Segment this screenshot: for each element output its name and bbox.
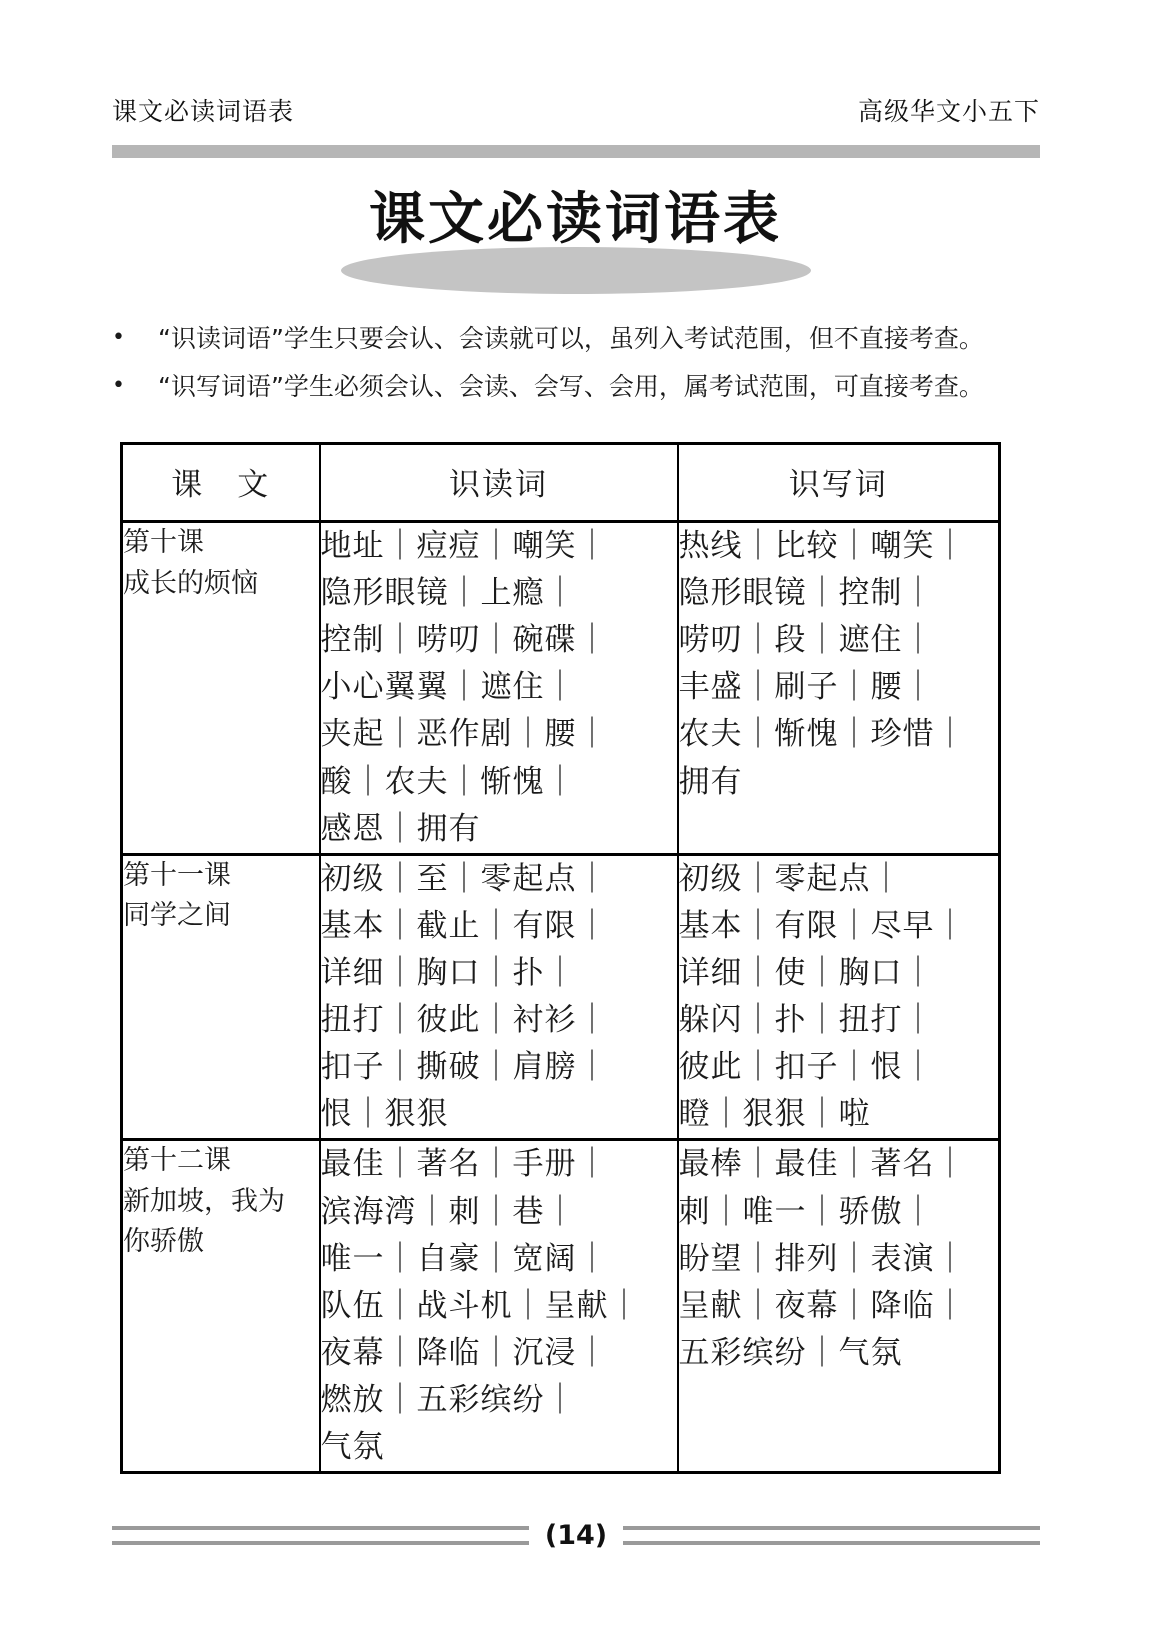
word-line: 最佳｜著名｜手册｜ [320,1146,609,1183]
word-line: 恨｜狠狠 [320,1096,449,1133]
lesson-line: 第十一课 [123,859,231,891]
word-line: 基本｜截止｜有限｜ [320,907,609,944]
word-line: 隐形眼镜｜控制｜ [678,575,935,612]
table-header [122,444,1000,522]
word-line: 感恩｜拥有 [320,810,481,847]
column-header-read-words: 识读词 [320,444,678,522]
word-line: 燃放｜五彩缤纷｜ [320,1381,577,1418]
word-line: 队伍｜战斗机｜呈献｜ [320,1287,641,1324]
table-header-row [122,444,1000,522]
note-item [112,322,1042,356]
running-header-left: 课文必读词语表 [112,97,295,126]
note-text: “识读词语”学生只要会认、会读就可以，虽列入考试范围，但不直接考查。 [158,324,984,353]
word-line: 详细｜使｜胸口｜ [678,954,935,991]
word-line: 夹起｜恶作剧｜腰｜ [320,716,609,753]
word-line: 躲闪｜扑｜扭打｜ [678,1002,935,1039]
bullet-icon: • [112,372,125,398]
note-item [112,370,1042,404]
lesson-line: 第十二课 [123,1145,231,1177]
footer-rule-left [112,1526,529,1545]
word-line: 彼此｜扣子｜恨｜ [678,1049,935,1086]
running-header [112,92,1040,128]
word-line: 详细｜胸口｜扑｜ [320,954,577,991]
read-words-cell [320,1140,678,1473]
running-header-right: 高级华文小五下 [857,97,1040,126]
word-line: 农夫｜惭愧｜珍惜｜ [678,716,967,753]
page-title-block [0,185,1151,295]
word-line: 隐形眼镜｜上瘾｜ [320,575,577,612]
word-table-wrapper [120,442,998,1474]
word-line: 呈献｜夜幕｜降临｜ [678,1287,967,1324]
word-line: 气氛 [320,1429,385,1466]
column-header-lesson: 课 文 [122,444,320,522]
write-words-cell [678,854,1000,1140]
word-line: 最棒｜最佳｜著名｜ [678,1146,967,1183]
word-line: 初级｜零起点｜ [678,860,903,897]
word-line: 基本｜有限｜尽早｜ [678,907,967,944]
lesson-line: 成长的烦恼 [123,567,258,599]
word-line: 瞪｜狠狠｜啦 [678,1096,871,1133]
word-line: 夜幕｜降临｜沉浸｜ [320,1334,609,1371]
word-line: 酸｜农夫｜惭愧｜ [320,763,577,800]
footer-rule-right [623,1526,1040,1545]
word-line: 地址｜痘痘｜嘲笑｜ [320,528,609,564]
word-line: 丰盛｜刷子｜腰｜ [678,669,935,706]
lesson-line: 同学之间 [123,900,231,932]
word-line: 盼望｜排列｜表演｜ [678,1240,967,1277]
header-rule [112,145,1040,158]
word-line: 拥有 [678,763,743,800]
note-text: “识写词语”学生必须会认、会读、会写、会用，属考试范围，可直接考查。 [158,371,984,401]
write-words-cell [678,522,1000,855]
word-line: 初级｜至｜零起点｜ [320,860,609,897]
table-row [122,854,1000,1140]
table-row [122,1140,1000,1473]
lesson-line: 第十课 [123,527,204,558]
write-words-cell [678,1140,1000,1473]
word-line: 唠叨｜段｜遮住｜ [678,622,935,659]
read-words-cell [320,854,678,1140]
table-body [122,522,1000,1473]
column-header-write-words: 识写词 [678,444,1000,522]
lesson-cell [122,522,320,855]
lesson-line: 新加坡，我为 [123,1185,285,1217]
word-line: 热线｜比较｜嘲笑｜ [678,528,967,564]
word-line: 小心翼翼｜遮住｜ [320,669,577,706]
lesson-cell [122,1140,320,1473]
word-line: 扭打｜彼此｜衬衫｜ [320,1002,609,1039]
page-footer [112,1518,1040,1552]
word-line: 刺｜唯一｜骄傲｜ [678,1193,935,1230]
notes-list [112,322,1042,418]
page-title: 课文必读词语表 [369,187,782,252]
lesson-line: 你骄傲 [123,1226,204,1258]
page-number: (14) [544,1519,608,1551]
word-line: 滨海湾｜刺｜巷｜ [320,1193,577,1230]
bullet-icon: • [112,325,125,350]
word-line: 扣子｜撕破｜肩膀｜ [320,1049,609,1086]
word-line: 控制｜唠叨｜碗碟｜ [320,622,609,659]
read-words-cell [320,522,678,855]
word-line: 唯一｜自豪｜宽阔｜ [320,1240,609,1277]
table-row [122,522,1000,855]
word-line: 五彩缤纷｜气氛 [678,1334,903,1371]
word-table [120,442,1001,1474]
lesson-cell [122,854,320,1140]
